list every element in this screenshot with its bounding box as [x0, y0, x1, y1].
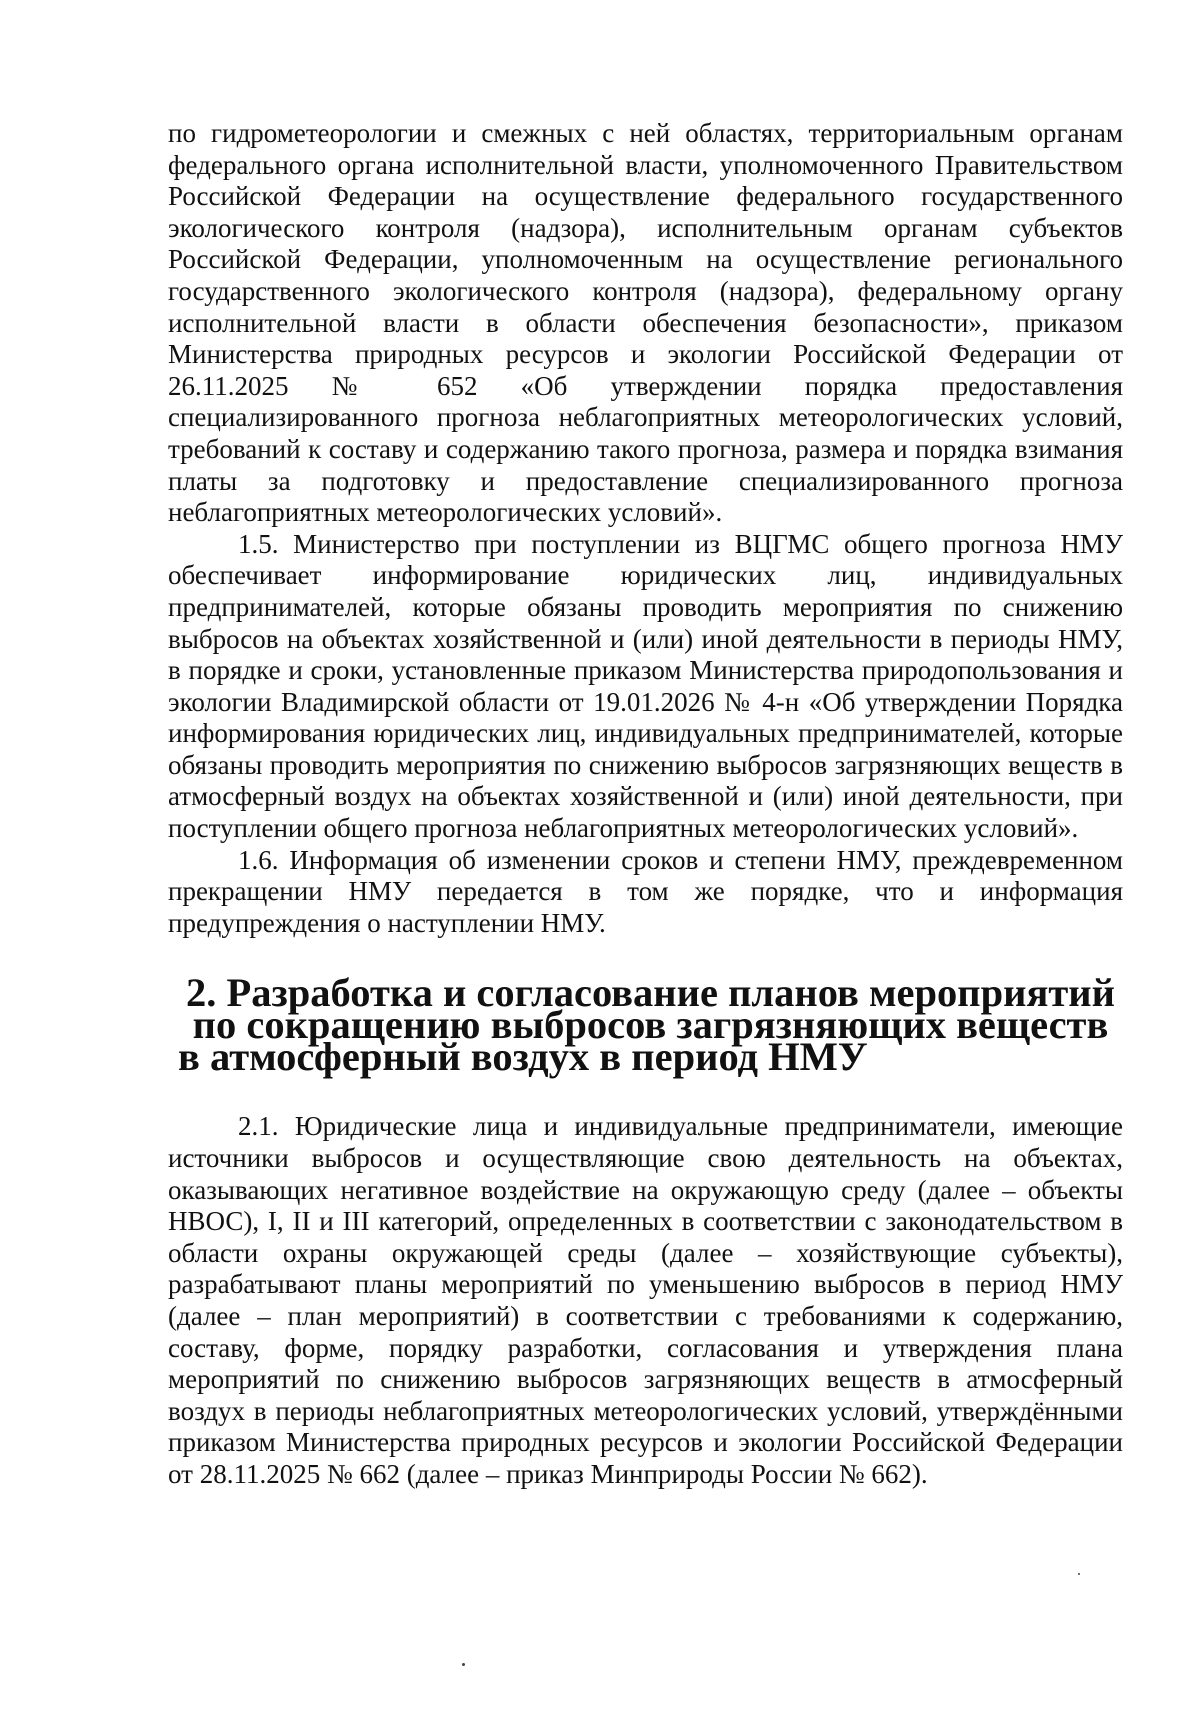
paragraph-1-6: 1.6. Информация об изменении сроков и степени НМУ, преждевременном прекращении НМУ передается в том же порядке, что и информация предупреждения о наступлении НМУ. — [168, 844, 1123, 938]
paragraph-1-5: 1.5. Министерство при поступлении из ВЦГМС общего прогноза НМУ обеспечивает информирование юридических лиц, индивидуальных предпринимателей, которые обязаны проводить мероприятия по снижению выбросов на объектах хозяйственной и (или) иной деятельности в периоды НМУ, в порядке и сроки, установленные приказом Министерства природопользования и экологии Владимирской области от 19.01.2026 № 4-н «Об утверждении Порядка информирования юридических лиц, индивидуальных предпринимателей, которые обязаны проводить мероприятия по снижению выбросов загрязняющих веществ в атмосферный воздух на объектах хозяйственной и (или) иной деятельности, при поступлении общего прогноза неблагоприятных метеорологических условий». — [168, 528, 1123, 844]
scan-speck — [462, 1663, 465, 1666]
section-heading-2: 2. Разработка и согласование планов мероприятий по сокращению выбросов загрязняющих веществ в атмосферный воздух в период НМУ — [178, 970, 1115, 1080]
paragraph-2-1: 2.1. Юридические лица и индивидуальные предприниматели, имеющие источники выбросов и осуществляющие свою деятельность на объектах, оказывающих негативное воздействие на окружающую среду (далее – объекты НВОС), I, II и III категорий, определенных в соответствии с законодательством в области охраны окружающей среды (далее – хозяйствующие субъекты), разрабатывают планы мероприятий по уменьшению выбросов в период НМУ (далее – план мероприятий) в соответствии с требованиями к содержанию, составу, форме, порядку разработки, согласования и утверждения плана мероприятий по снижению выбросов загрязняющих веществ в атмосферный воздух в периоды неблагоприятных метеорологических условий, утверждёнными приказом Министерства природных ресурсов и экологии Российской Федерации от 28.11.2025 № 662 (далее – приказ Минприроды России № 662). — [168, 1111, 1123, 1489]
paragraph-continuation: по гидрометеорологии и смежных с ней областях, территориальным органам федерального органа исполнительной власти, уполномоченного Правительством Российской Федерации на осуществление федерального государственного экологического контроля (надзора), исполнительным органам субъектов Российской Федерации, уполномоченным на осуществление регионального государственного экологического контроля (надзора), федеральному органу исполнительной власти в области обеспечения безопасности», приказом Министерства природных ресурсов и экологии Российской Федерации от 26.11.2025 № 652 «Об утверждении порядка предоставления специализированного прогноза неблагоприятных метеорологических условий, требований к составу и содержанию такого прогноза, размера и порядка взимания платы за подготовку и предоставление специализированного прогноза неблагоприятных метеорологических условий». — [168, 118, 1123, 528]
document-page — [168, 118, 1123, 1491]
scan-speck — [1078, 1573, 1080, 1575]
